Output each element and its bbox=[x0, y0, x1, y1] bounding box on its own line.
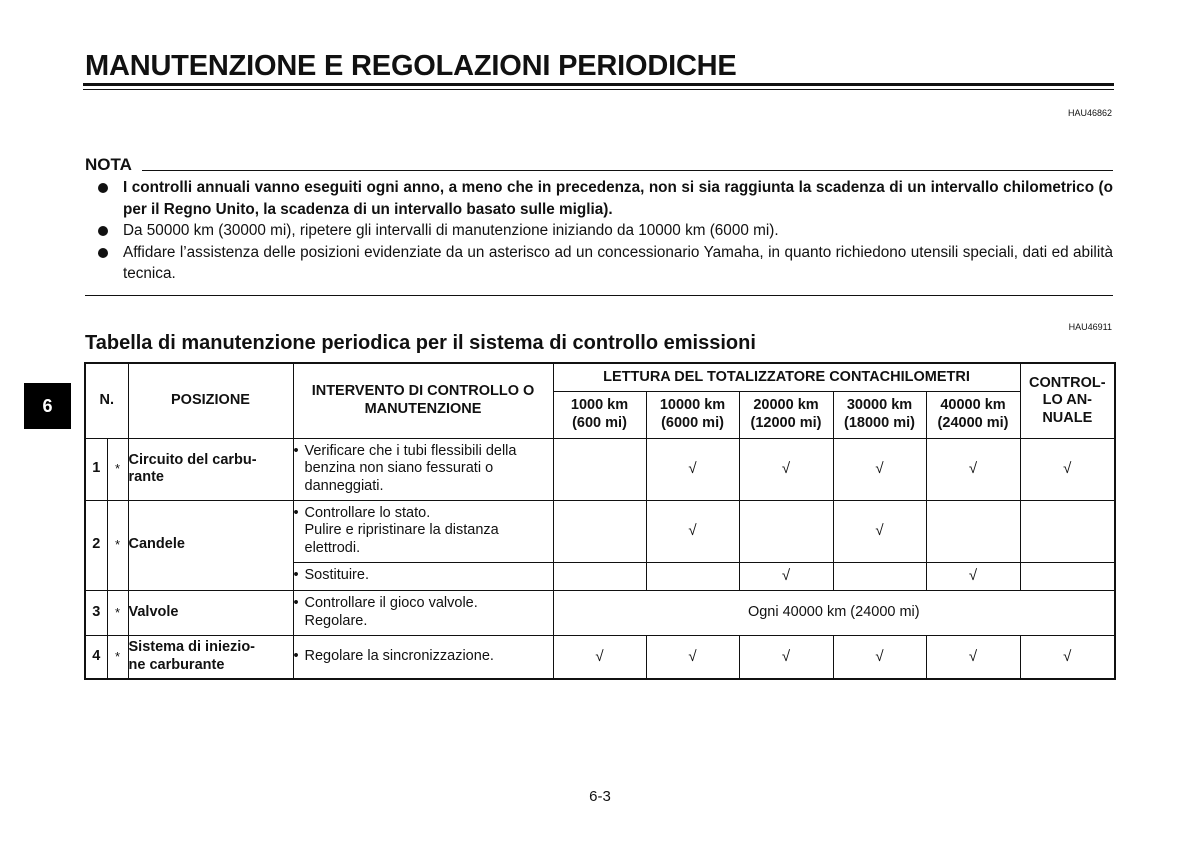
nota-item-text: I controlli annuali vanno eseguiti ogni anno, a meno che in precedenza, non si sia raggiunta la scadenza di un intervallo chilometrico (o per il Regno Unito, la scadenza di un intervallo basato sulle miglia). bbox=[123, 179, 1113, 218]
reference-code: HAU46862 bbox=[1067, 108, 1112, 118]
maintenance-table bbox=[84, 362, 1116, 680]
header-annual-check: CONTROL- LO AN- NUALE bbox=[1020, 363, 1115, 438]
check-cell-empty bbox=[553, 438, 646, 500]
asterisk-marker: * bbox=[107, 590, 128, 635]
check-mark-icon: √ bbox=[926, 562, 1020, 590]
check-mark-icon: √ bbox=[646, 438, 739, 500]
chapter-tab: 6 bbox=[24, 383, 71, 429]
table-row bbox=[85, 500, 1115, 562]
header-interval-20000: 20000 km (12000 mi) bbox=[739, 391, 833, 438]
row-position: Valvole bbox=[128, 590, 293, 635]
nota-item bbox=[85, 220, 1113, 242]
title-rule-thin bbox=[83, 89, 1114, 90]
check-cell-empty bbox=[833, 562, 926, 590]
row-number: 4 bbox=[85, 635, 107, 679]
check-mark-icon: √ bbox=[833, 438, 926, 500]
action-line: • Sostituire. bbox=[294, 567, 553, 585]
check-cell-empty bbox=[646, 562, 739, 590]
asterisk-marker: * bbox=[107, 438, 128, 500]
row-action bbox=[293, 562, 553, 590]
nota-label: NOTA bbox=[85, 155, 132, 174]
check-mark-icon: √ bbox=[739, 438, 833, 500]
check-mark-icon: √ bbox=[1020, 438, 1115, 500]
table-row bbox=[85, 635, 1115, 679]
row-number: 3 bbox=[85, 590, 107, 635]
check-cell-empty bbox=[1020, 562, 1115, 590]
row-position: Sistema di iniezio- ne carburante bbox=[128, 635, 293, 679]
header-interval-40000: 40000 km (24000 mi) bbox=[926, 391, 1020, 438]
header-interval-30000: 30000 km (18000 mi) bbox=[833, 391, 926, 438]
row-position: Circuito del carbu- rante bbox=[128, 438, 293, 500]
row-number: 1 bbox=[85, 438, 107, 500]
check-cell-empty bbox=[739, 500, 833, 562]
nota-item-text: Affidare l’assistenza delle posizioni evidenziate da un asterisco ad un concessionario Yamaha, in quanto richiedono utensili speciali, dati ed abilità tecnica. bbox=[123, 243, 1113, 282]
nota-header bbox=[85, 155, 1113, 175]
asterisk-marker: * bbox=[107, 500, 128, 590]
row-action bbox=[293, 635, 553, 679]
header-interval-1000: 1000 km (600 mi) bbox=[553, 391, 646, 438]
row-position: Candele bbox=[128, 500, 293, 590]
section-reference-code: HAU46911 bbox=[1068, 322, 1112, 332]
check-mark-icon: √ bbox=[646, 635, 739, 679]
table-row bbox=[85, 438, 1115, 500]
check-mark-icon: √ bbox=[926, 438, 1020, 500]
interval-note: Ogni 40000 km (24000 mi) bbox=[553, 590, 1115, 635]
row-number: 2 bbox=[85, 500, 107, 590]
action-line: • Regolare la sincronizzazione. bbox=[294, 648, 553, 666]
action-line: • Controllare il gioco valvole. Regolare. bbox=[294, 595, 553, 630]
table-row bbox=[85, 590, 1115, 635]
check-mark-icon: √ bbox=[739, 562, 833, 590]
row-action bbox=[293, 438, 553, 500]
check-cell-empty bbox=[553, 500, 646, 562]
check-mark-icon: √ bbox=[553, 635, 646, 679]
check-mark-icon: √ bbox=[926, 635, 1020, 679]
header-interval-10000: 10000 km (6000 mi) bbox=[646, 391, 739, 438]
row-action bbox=[293, 590, 553, 635]
check-mark-icon: √ bbox=[833, 500, 926, 562]
action-line: • Verificare che i tubi flessibili della benzina non siano fessurati o danneggiati. bbox=[294, 443, 553, 496]
section-title: Tabella di manutenzione periodica per il sistema di controllo emissioni bbox=[85, 332, 756, 354]
title-rule-thick bbox=[83, 83, 1114, 86]
check-mark-icon: √ bbox=[1020, 635, 1115, 679]
page-title: MANUTENZIONE E REGOLAZIONI PERIODICHE bbox=[85, 50, 737, 82]
check-cell-empty bbox=[1020, 500, 1115, 562]
nota-list bbox=[85, 177, 1113, 285]
nota-item bbox=[85, 242, 1113, 285]
check-mark-icon: √ bbox=[739, 635, 833, 679]
header-position: POSIZIONE bbox=[128, 363, 293, 438]
check-cell-empty bbox=[553, 562, 646, 590]
check-mark-icon: √ bbox=[833, 635, 926, 679]
check-cell-empty bbox=[926, 500, 1020, 562]
bullet-icon bbox=[98, 226, 108, 236]
asterisk-marker: * bbox=[107, 635, 128, 679]
nota-rule bbox=[142, 170, 1113, 171]
nota-end-rule bbox=[85, 295, 1113, 296]
check-mark-icon: √ bbox=[646, 500, 739, 562]
nota-item-text: Da 50000 km (30000 mi), ripetere gli intervalli di manutenzione iniziando da 10000 km (6000 mi). bbox=[123, 222, 779, 239]
bullet-icon bbox=[98, 183, 108, 193]
header-number: N. bbox=[85, 363, 128, 438]
header-action: INTERVENTO DI CONTROLLO O MANUTENZIONE bbox=[293, 363, 553, 438]
page-number: 6-3 bbox=[589, 788, 611, 805]
action-line: • Controllare lo stato. Pulire e ripristinare la distanza elettrodi. bbox=[294, 505, 553, 558]
bullet-icon bbox=[98, 248, 108, 258]
nota-item bbox=[85, 177, 1113, 220]
row-action bbox=[293, 500, 553, 562]
header-odometer: LETTURA DEL TOTALIZZATORE CONTACHILOMETRI bbox=[553, 363, 1020, 391]
